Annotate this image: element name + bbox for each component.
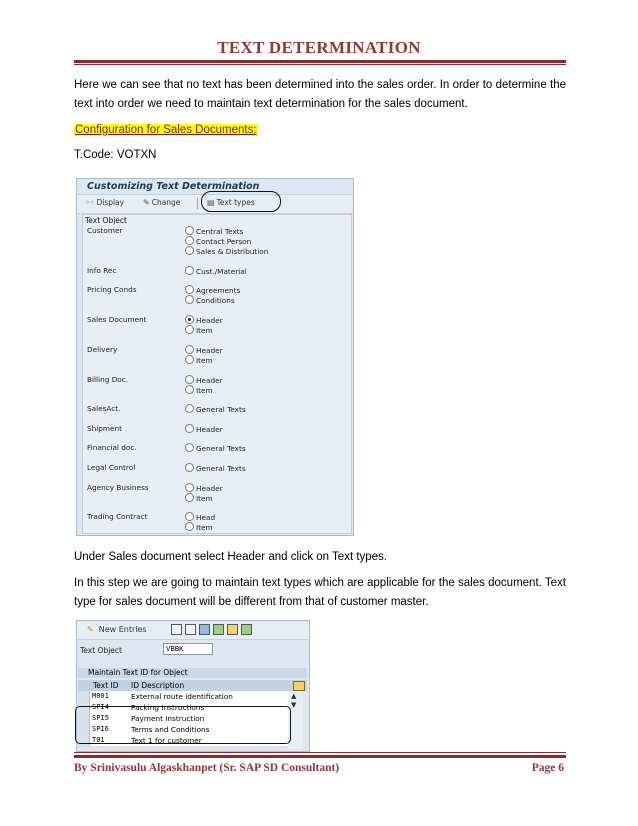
row-label: Info Rec <box>87 266 117 275</box>
instruction-paragraph: Under Sales document select Header and click on Text types. <box>74 551 388 563</box>
new-entries-button[interactable] <box>87 625 147 634</box>
intro-paragraph: Here we can see that no text has been determined into the sales order. In order to determine the text into order we need to maintain text determination for the sales document. <box>74 79 566 110</box>
row-selector[interactable] <box>78 691 90 702</box>
text-id-cell: SPI4 <box>92 703 109 711</box>
radio-label: Header <box>196 376 223 385</box>
radio-circle <box>185 404 194 413</box>
radio-circle <box>185 483 194 492</box>
text-object-label: Text Object <box>80 646 122 655</box>
sap-text-determination-screen <box>76 178 354 536</box>
radio-label: Header <box>196 484 223 493</box>
radio-circle <box>185 385 194 394</box>
undo-icon[interactable] <box>199 624 210 635</box>
radio-label: General Texts <box>196 464 246 473</box>
description-cell: External route identification <box>131 692 233 701</box>
radio-option[interactable] <box>185 443 246 453</box>
text-id-cell: SPI5 <box>92 714 109 722</box>
hand-drawn-highlight-oval <box>75 706 291 744</box>
row-label: Shipment <box>87 424 122 433</box>
radio-option[interactable] <box>185 345 223 355</box>
footer-author: By Srinivasulu Algaskhanpet (Sr. SAP SD Consultant) <box>74 762 340 774</box>
deselect-icon[interactable] <box>241 624 252 635</box>
radio-circle <box>185 463 194 472</box>
footer-page-number: Page 6 <box>531 762 564 774</box>
tcode-line: T.Code: VOTXN <box>74 149 157 161</box>
display-button[interactable] <box>85 198 124 207</box>
new-entries-label: New Entries <box>98 625 147 634</box>
radio-circle <box>185 424 194 433</box>
radio-circle-selected <box>185 315 194 324</box>
row-label: Agency Business <box>87 483 149 492</box>
change-button[interactable] <box>143 198 180 207</box>
radio-option[interactable] <box>185 226 243 236</box>
text-id-cell: T01 <box>92 736 105 744</box>
sap-text-id-screen <box>76 620 310 752</box>
radio-label: Header <box>196 425 223 434</box>
column-header-desc[interactable]: ID Description <box>131 681 185 690</box>
description-cell: Payment Instruction <box>131 714 205 723</box>
radio-label: General Texts <box>196 405 246 414</box>
display-label: Display <box>96 198 125 207</box>
radio-label: Agreements <box>196 286 241 295</box>
scroll-up-icon[interactable]: ▲ <box>291 692 297 700</box>
title-rule-thick <box>74 60 566 63</box>
radio-circle <box>185 522 194 531</box>
radio-option[interactable] <box>185 325 213 335</box>
radio-option[interactable] <box>185 424 223 434</box>
radio-option[interactable] <box>185 285 240 295</box>
text-object-panel <box>82 214 352 534</box>
row-label: Billing Doc. <box>87 375 129 384</box>
radio-option[interactable] <box>185 512 215 522</box>
radio-label: General Texts <box>196 444 246 453</box>
toolbar-separator <box>197 198 198 209</box>
glasses-icon: ◦◦ <box>85 198 95 207</box>
title-rule-thin <box>74 64 566 65</box>
select-block-icon[interactable] <box>227 624 238 635</box>
scroll-down-icon[interactable]: ▼ <box>291 701 297 709</box>
radio-option[interactable] <box>185 266 247 276</box>
radio-option[interactable] <box>185 463 246 473</box>
select-all-icon[interactable] <box>213 624 224 635</box>
radio-option[interactable] <box>185 236 251 246</box>
screen-title: Customizing Text Determination <box>87 181 260 192</box>
radio-label: Central Texts <box>196 227 244 236</box>
text-types-label: Text types <box>216 198 255 207</box>
table-title: Maintain Text ID for Object <box>78 668 307 678</box>
table-header <box>78 680 307 691</box>
radio-option[interactable] <box>185 404 246 414</box>
row-label: Financial doc. <box>87 443 137 452</box>
delete-icon[interactable] <box>185 624 196 635</box>
radio-circle <box>185 266 194 275</box>
radio-option[interactable] <box>185 522 213 532</box>
row-label: Sales Document <box>87 315 147 324</box>
radio-circle <box>185 355 194 364</box>
radio-label: Header <box>196 316 223 325</box>
radio-label: Item <box>196 356 213 365</box>
screen-toolbar <box>77 621 309 640</box>
footer-rule-thick <box>74 755 566 758</box>
radio-label: Item <box>196 386 213 395</box>
description-cell: Text 1 for customer <box>131 736 202 745</box>
radio-circle <box>185 295 194 304</box>
radio-option[interactable] <box>185 295 235 305</box>
radio-circle <box>185 512 194 521</box>
text-types-highlight-oval <box>201 191 281 212</box>
radio-circle <box>185 226 194 235</box>
pencil-icon: ✎ <box>143 198 150 207</box>
document-title: TEXT DETERMINATION <box>217 38 421 57</box>
footer-rule-thin <box>74 752 566 753</box>
radio-label: Contact Person <box>196 237 252 246</box>
row-label: Trading Contract <box>87 512 148 521</box>
column-header-id[interactable]: Text ID <box>93 681 119 690</box>
text-id-cell: SPI6 <box>92 725 109 733</box>
radio-option[interactable] <box>185 355 213 365</box>
radio-label: Conditions <box>196 296 235 305</box>
radio-option[interactable] <box>185 246 268 256</box>
radio-circle <box>185 285 194 294</box>
explanation-paragraph: In this step we are going to maintain text types which are applicable for the sales document. Text type for sales document will be different from that of customer master. <box>74 577 566 608</box>
radio-label: Header <box>196 346 223 355</box>
table-icon: ▤ <box>207 198 215 207</box>
radio-label: Item <box>196 523 213 532</box>
radio-circle <box>185 443 194 452</box>
radio-circle <box>185 375 194 384</box>
radio-option[interactable] <box>185 493 213 503</box>
copy-icon[interactable] <box>171 624 182 635</box>
section-heading: Configuration for Sales Documents: <box>75 124 257 136</box>
radio-circle <box>185 246 194 255</box>
description-cell: Terms and Conditions <box>131 725 210 734</box>
panel-title: Text Object <box>85 216 127 225</box>
pencil-icon: ✎ <box>87 625 94 634</box>
row-label: Delivery <box>87 345 118 354</box>
radio-option-selected[interactable] <box>185 315 223 325</box>
radio-option[interactable] <box>185 483 223 493</box>
row-label: Legal Control <box>87 463 136 472</box>
text-object-field[interactable]: VBBK <box>163 643 213 655</box>
radio-circle <box>185 345 194 354</box>
radio-circle <box>185 236 194 245</box>
description-cell: Packing Instructions <box>131 703 205 712</box>
row-label: Pricing Conds <box>87 285 137 294</box>
radio-circle <box>185 493 194 502</box>
change-label: Change <box>151 198 181 207</box>
row-label: SalesAct. <box>87 404 121 413</box>
radio-option[interactable] <box>185 375 223 385</box>
radio-circle <box>185 325 194 334</box>
table-settings-icon[interactable] <box>293 681 305 691</box>
row-label: Customer <box>87 226 123 235</box>
text-id-cell: M001 <box>92 692 109 700</box>
radio-label: Sales & Distribution <box>196 247 269 256</box>
radio-option[interactable] <box>185 385 213 395</box>
radio-label: Cust./Material <box>196 267 247 276</box>
radio-label: Item <box>196 326 213 335</box>
radio-label: Head <box>196 513 216 522</box>
radio-label: Item <box>196 494 213 503</box>
